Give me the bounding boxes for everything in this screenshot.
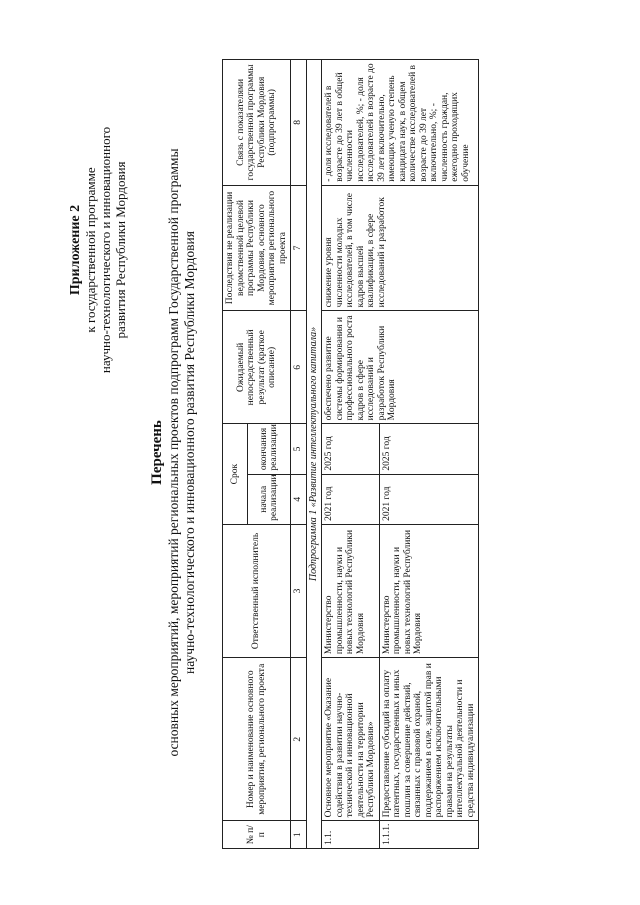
row-link: - доля исследователей в возрасте до 39 лет в общей численности исследователей, %; - доля исследователей в возрасте до 39 лет включительно, имеющих ученую степень кандидата наук, в общем количестве исследователей в возрасте до 39 лет включительно, %; - численность граждан, ежегодно проходящих обучение — [322, 60, 479, 186]
header-consequence: Последствия не реализации ведомственной целевой программы Республики Мордовия, основного мероприятия регионального проекта — [223, 185, 291, 311]
column-number: 6 — [291, 311, 307, 424]
row-end: 2025 год — [322, 424, 380, 474]
column-number: 5 — [291, 424, 307, 474]
row-end: 2025 год — [379, 424, 479, 474]
row-executor: Министерство промышленности, науки и новых технологий Республики Мордовия — [379, 524, 479, 657]
table-row — [322, 60, 380, 849]
row-num: 1.1.1. — [379, 821, 479, 849]
column-number: 2 — [291, 658, 307, 821]
header-executor: Ответственный исполнитель — [223, 524, 291, 657]
header-num: № п/п — [223, 821, 291, 849]
column-number: 8 — [291, 60, 307, 186]
row-start: 2021 год — [322, 474, 380, 524]
row-name: Предоставление субсидий на оплату патентных, государственных и иных пошлин за совершение действий, связанных с правовой охраной, поддержанием в силе, защитой прав и распоряжением исключительными правами на результаты интеллектуальной деятельности и средства индивидуализации — [379, 658, 479, 821]
appendix-line-3: развития Республики Мордовия — [113, 161, 128, 339]
header-end: окончания реализации — [248, 424, 291, 474]
column-number: 7 — [291, 185, 307, 311]
subprogram-title: Подпрограмма 1 «Развитие интеллектуального капитала» — [306, 60, 322, 849]
appendix-title: Приложение 2 — [68, 204, 83, 296]
header-term: Срок — [223, 424, 248, 525]
row-name: Основное мероприятие «Оказание содействия в развитии научно-технической и инновационной деятельности на территории Республики Мордовия» — [322, 658, 380, 821]
row-num: 1.1. — [322, 821, 380, 849]
header-result: Ожидаемый непосредственный результат (краткое описание) — [223, 311, 291, 424]
header-row-1 — [223, 60, 248, 849]
appendix-block — [68, 90, 128, 410]
row-start: 2021 год — [379, 474, 479, 524]
heading-line-1: основных мероприятий, мероприятий региональных проектов подпрограмм Государственной программы — [166, 148, 181, 757]
heading-title: Перечень — [149, 420, 165, 485]
row-result: обеспечено развитие системы формирования и профессионального роста кадров в сфере исследований и разработок Республики Мордовия — [322, 311, 479, 424]
header-name: Номер и наименование основного мероприятия, регионального проекта — [223, 658, 291, 821]
header-link: Связь с показателями государственной программы Республики Мордовия (подпрограммы) — [223, 60, 291, 186]
column-number: 1 — [291, 821, 307, 849]
document-heading — [148, 0, 198, 905]
column-number: 3 — [291, 524, 307, 657]
measures-table — [222, 59, 479, 849]
row-executor: Министерство промышленности, науки и новых технологий Республики Мордовия — [322, 524, 380, 657]
column-number: 4 — [291, 474, 307, 524]
header-start: начала реализации — [248, 474, 291, 524]
appendix-line-1: к государственной программе — [83, 167, 98, 333]
appendix-line-2: научно-технологического и инновационного — [98, 126, 113, 374]
subprogram-row — [306, 60, 322, 849]
row-consequence: снижение уровня численности молодых исследователей, в том числе кадров высшей квалификации, в сфере исследований и разработок — [322, 185, 479, 311]
column-number-row — [291, 60, 307, 849]
heading-line-2: научно-технологического и инновационного развития Республики Мордовия — [182, 231, 197, 674]
